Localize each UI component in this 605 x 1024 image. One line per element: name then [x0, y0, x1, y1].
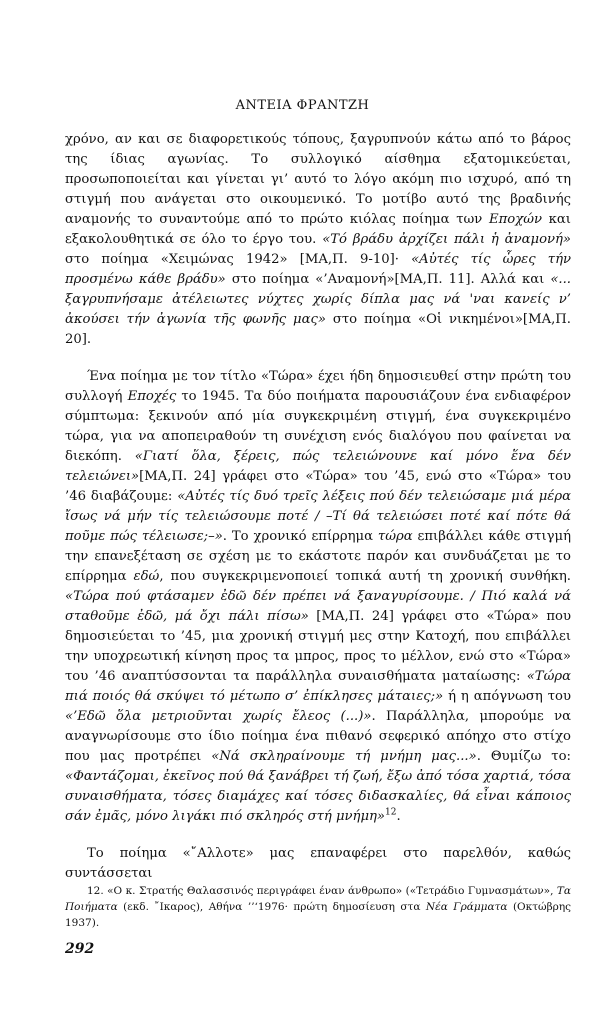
italic-quote: «’Εδῶ ὅλα μετριοῦνται χωρίς ἔλεος (...)» [65, 709, 372, 724]
text-run: (Οκτώβρης 1937). [65, 901, 572, 929]
italic-quote: «Τώρα πιά ποιός θά σκύψει τό μέτωπο σ’ ἐπίκλησες μάταιες;» [65, 669, 571, 704]
text-run: χρόνο, αν και σε διαφορετικούς τόπους, ξαγρυπνούν κάτω από το βάρος της ίδιας αγωνίας. Το συλλογικό αίσθημα εξατομικεύεται, προσωποποιείται και γίνεται γι’ αυτό το λόγο ακόμη πιο ισχυρό, από τη στιγμή που ανάγεται στο οικουμενικό. Το μοτίβο αυτό της βραδινής αναμονής το συναντούμε από το πρώτο κιόλας ποίημα των [65, 132, 571, 227]
text-run: στο ποίημα «Χειμώνας 1942» [ΜΑ,Π. 9-10]· [65, 252, 412, 267]
italic-quote: «Φαντάζομαι, ἐκεῖνος πού θά ξανάβρει τή ζωή, ἔξω ἀπό τόσα χαρτιά, τόσα συναισθήματα, τόσες διαμάχες καί τόσες διδασκαλίες, θά εἶναι κάποιος σάν ἐμᾶς, μόνο λιγάκι πιό σκληρός στή μνήμη» [65, 769, 571, 824]
italic-quote: «Τό βράδυ ἀρχίζει πάλι ἡ ἀναμονή» [322, 232, 571, 247]
text-run: το 1945. Τα δύο ποιήματα παρουσιάζουν ένα ενδιαφέρον σύμπτωμα: ξεκινούν από μία συγκεκριμένη στιγμή, ένα συγκεκριμένο τώρα, για να αποπειραθούν τη συνέχιση ενός διαλόγου που φαίνεται να διεκόπη. [65, 389, 571, 464]
italic-quote: «... ξαγρυπνήσαμε ἀτέλειωτες νύχτες χωρίς δίπλα μας νά 'ναι κανείς ν’ ἀκούσει τήν ἀγωνία τῆς φωνῆς μας» [65, 272, 571, 327]
text-run: 12. «Ο κ. Στρατής Θαλασσινός περιγράφει έναν άνθρωπο» («Τετράδιο Γυμνασμάτων», [87, 885, 557, 897]
italic-quote: Νέα Γράμματα [425, 901, 508, 913]
italic-quote: «Τώρα πού φτάσαμεν ἐδῶ δέν πρέπει νά ξαναγυρίσουμε. / Πιό καλά νά σταθοῦμε ἐδῶ, μά ὄχι πάλι πίσω» [65, 589, 571, 624]
text-run: . Το χρονικό επίρρημα [222, 529, 378, 544]
text-run: ή η απόγνωση του [443, 689, 572, 704]
text-run: . [396, 809, 401, 824]
text-run: (εκδ. ῎Ικαρος), Αθήνα ’’‘1976· πρώτη δημοσίευση στα [117, 901, 426, 913]
paragraph-3 [65, 844, 571, 884]
italic-quote: Τα Ποιήματα [65, 885, 571, 913]
text-run: στο ποίημα «Οἱ νικημένοι»[ΜΑ,Π. 20]. [65, 312, 571, 347]
text-run: [ΜΑ,Π. 24] γράφει στο «Τώρα» που δημοσιεύεται το ’45, μια χρονική στιγμή μες στην Κατοχή, που επιβάλλει την υποχρεωτική κίνηση προς τα μπρος, προς το μέλλον, ενώ στο «Τώρα» του ’46 αναπτύσσονται τα παράλληλα συναισθήματα ματαίωσης: [65, 609, 571, 684]
footnote-12 [65, 883, 571, 931]
paragraph-2 [65, 367, 571, 827]
text-run: Το ποίημα «῎Αλλοτε» μας επαναφέρει στο παρελθόν, καθώς συντάσσεται [65, 846, 571, 881]
italic-quote: Εποχών [488, 212, 542, 227]
italic-quote: «Γιατί ὅλα, ξέρεις, πώς τελειώνουνε καί μόνο ἕνα δέν τελειώνει» [65, 449, 571, 484]
text-run: , που συγκεκριμενοποιεί τοπικά αυτή τη χρονική συνθήκη. [159, 569, 571, 584]
text-run: και εξακολουθητικά σε όλο το έργο του. [65, 212, 571, 247]
italic-quote: τώρα [377, 529, 413, 544]
italic-quote: «Αὐτές τίς δυό τρεῖς λέξεις πού δέν τελειώσαμε μιά μέρα ἴσως νά μήν τίς τελειώσουμε ποτέ / –Τί θά τελειώσει ποτέ καί πότε θά ποῦμε πώς τέλειωσε;–» [65, 489, 571, 544]
italic-quote: «Νά σκληραίνουμε τή μνήμη μας...» [211, 749, 477, 764]
text-run: . Θυμίζω το: [476, 749, 571, 764]
footnote-marker: 12 [385, 807, 397, 818]
italic-quote: Εποχές [127, 389, 177, 404]
italic-quote: «Αὐτές τίς ὧρες τήν προσμένω κάθε βράδυ» [65, 252, 571, 287]
page-number: 292 [65, 941, 95, 957]
main-text [65, 130, 571, 884]
text-run: επιβάλλει κάθε στιγμή την επανεξέταση σε σχέση με το εκάστοτε παρόν και συνδυάζεται με το επίρρημα [65, 529, 571, 584]
text-run: Ένα ποίημα με τον τίτλο «Τώρα» έχει ήδη δημοσιευθεί στην πρώτη του συλλογή [65, 369, 571, 404]
paragraph-1 [65, 130, 571, 350]
footnote-rule [65, 858, 185, 859]
text-run: στο ποίημα «’Αναμονή»[ΜΑ,Π. 11]. Αλλά και [225, 272, 551, 287]
running-header: ΑΝΤΕΙΑ ΦΡΑΝΤΖΗ [235, 98, 370, 113]
text-run: [ΜΑ,Π. 24] γράφει στο «Τώρα» του ’45, ενώ στο «Τώρα» του ’46 διαβάζουμε: [65, 469, 571, 504]
italic-quote: εδώ [133, 569, 160, 584]
text-run: . Παράλληλα, μπορούμε να αναγνωρίσουμε στο ίδιο ποίημα ένα πιθανό σεφερικό απόηχο στο στίχο που μας προτρέπει [65, 709, 571, 764]
